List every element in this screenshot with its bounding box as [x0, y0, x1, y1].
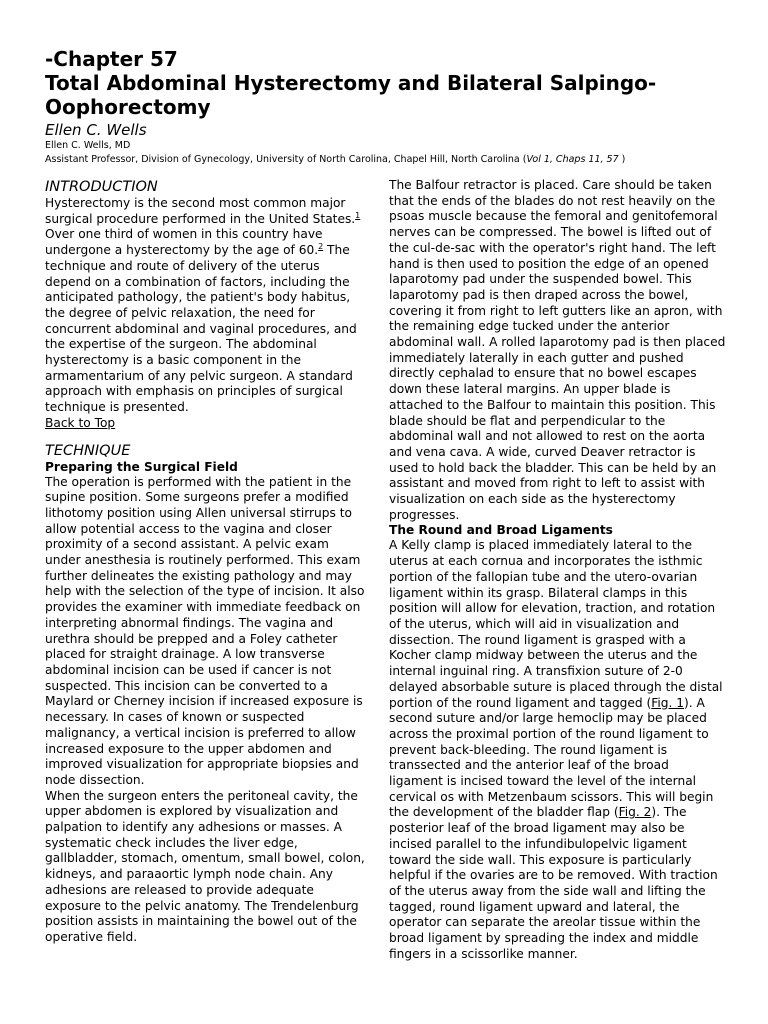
chapter-number: -Chapter 57: [45, 47, 178, 71]
ligament-text-b: ). A second suture and/or large hemoclip may be placed across the proximal portion of the round ligament to prevent back-bleeding. The round ligament is transsected and the anterior leaf of the broad ligament is incised toward the level of the internal cervical os with Metzenbaum scissors. This will begin the development of the bladder flap (: [389, 695, 714, 820]
reference-link-2[interactable]: 2: [318, 242, 324, 252]
affiliation-text: Assistant Professor, Division of Gynecology, University of North Carolina, Chapel Hill, North Carolina (: [45, 154, 527, 165]
author-credential: Ellen C. Wells, MD: [45, 140, 131, 151]
preparing-surgical-field-heading: Preparing the Surgical Field: [45, 459, 238, 474]
ligament-text-c: ). The posterior leaf of the broad ligament may also be incised parallel to the infundibulopelvic ligament toward the side wall. This exposure is particularly helpful if the ovaries are to be removed. With traction of the uterus away from the side wall and lifting the tagged, round ligament upward and lateral, the operator can separate the areolar tissue within the broad ligament by spreading the index and middle fingers in a scissorlike manner.: [389, 805, 718, 961]
technique-paragraph-4: [389, 538, 726, 962]
figure-2-link[interactable]: Fig. 2: [618, 805, 652, 820]
chapter-title: [45, 71, 745, 119]
chapter-title-line2: Oophorectomy: [45, 95, 211, 119]
figure-1-link[interactable]: Fig. 1: [651, 695, 685, 710]
intro-text-a: Hysterectomy is the second most common major surgical procedure performed in the United States.: [45, 196, 356, 226]
chapter-header: [45, 47, 745, 167]
right-column: [389, 178, 726, 962]
technique-paragraph-2: When the surgeon enters the peritoneal cavity, the upper abdomen is explored by visualization and palpation to identify any adhesions or masses. A systematic check includes the liver edge, gallbladder, stomach, omentum, small bowel, colon, kidneys, and paraaortic lymph node chain. Any adhesions are released to provide adequate exposure to the pelvic anatomy. The Trendelenburg position assists in maintaining the bowel out of the operative field.: [45, 788, 365, 944]
intro-text-c: The technique and route of delivery of the uterus depend on a combination of factors, including the anticipated pathology, the patient's body habitus, the degree of pelvic relaxation, the need for concurrent abdominal and vaginal procedures, and the expertise of the surgeon. The abdominal hysterectomy is a basic component in the armamentarium of any pelvic surgeon. A standard approach with emphasis on principles of surgical technique is presented.: [45, 243, 357, 415]
intro-text-b: Over one third of women in this country have undergone a hysterectomy by the age of 60.: [45, 227, 323, 258]
technique-heading: TECHNIQUE: [45, 442, 131, 459]
author-name: Ellen C. Wells: [45, 121, 147, 139]
introduction-heading: INTRODUCTION: [45, 179, 158, 195]
round-broad-ligaments-heading: The Round and Broad Ligaments: [389, 523, 613, 538]
back-to-top-link[interactable]: Back to Top: [45, 415, 116, 430]
volume-reference: Vol 1, Chaps 11, 57: [526, 154, 619, 165]
chapter-title-line1: Total Abdominal Hysterectomy and Bilateral Salpingo-: [45, 71, 657, 95]
left-column: [45, 178, 365, 946]
technique-paragraph-1: The operation is performed with the patient in the supine position. Some surgeons prefer a modified lithotomy position using Allen universal stirrups to allow potential access to the vagina and closer proximity of a second assistant. A pelvic exam under anesthesia is routinely performed. This exam further delineates the existing pathology and may help with the selection of the type of incision. It also provides the examiner with immediate feedback on interpreting abnormal findings. The vagina and urethra should be prepped and a Foley catheter placed for straight drainage. A low transverse abdominal incision can be used if cancer is not suspected. This incision can be converted to a Maylard or Cherney incision if increased exposure is necessary. In cases of known or suspected malignancy, a vertical incision is preferred to allow increased exposure to the upper abdomen and improved visualization for appropriate biopsies and node dissection.: [45, 474, 365, 787]
ligament-text-a: A Kelly clamp is placed immediately lateral to the uterus at each cornua and incorporates the isthmic portion of the fallopian tube and the utero-ovarian ligament within its grasp. Bilateral clamps in this position will allow for elevation, traction, and rotation of the uterus, which will aid in visualization and dissection. The round ligament is grasped with a Kocher clamp midway between the uterus and the internal inguinal ring. A transfixion suture of 2-0 delayed absorbable suture is placed through the distal portion of the round ligament and tagged (: [389, 538, 723, 710]
affiliation-end: ): [618, 154, 626, 165]
technique-paragraph-3: The Balfour retractor is placed. Care should be taken that the ends of the blades do not rest heavily on the psoas muscle because the femoral and genitofemoral nerves can be compressed. The bowel is lifted out of the cul-de-sac with the operator's right hand. The left hand is then used to position the edge of an opened laparotomy pad under the suspended bowel. This laparotomy pad is then draped across the bowel, covering it from right to left gutters like an apron, with the remaining edge tucked under the anterior abdominal wall. A rolled laparotomy pad is then placed immediately laterally in each gutter and pushed directly cephalad to ensure that no bowel escapes down these lateral margins. An upper blade is attached to the Balfour to maintain this position. This blade should be flat and perpendicular to the abdominal wall and not allowed to rest on the aorta and vena cava. A wide, curved Deaver retractor is used to hold back the bladder. This can be held by an assistant and moved from right to left to assist with visualization on each side as the hysterectomy progresses.: [389, 178, 726, 522]
author-affiliation: [45, 153, 745, 167]
introduction-paragraph: [45, 196, 365, 416]
reference-link-1[interactable]: 1: [355, 210, 361, 220]
